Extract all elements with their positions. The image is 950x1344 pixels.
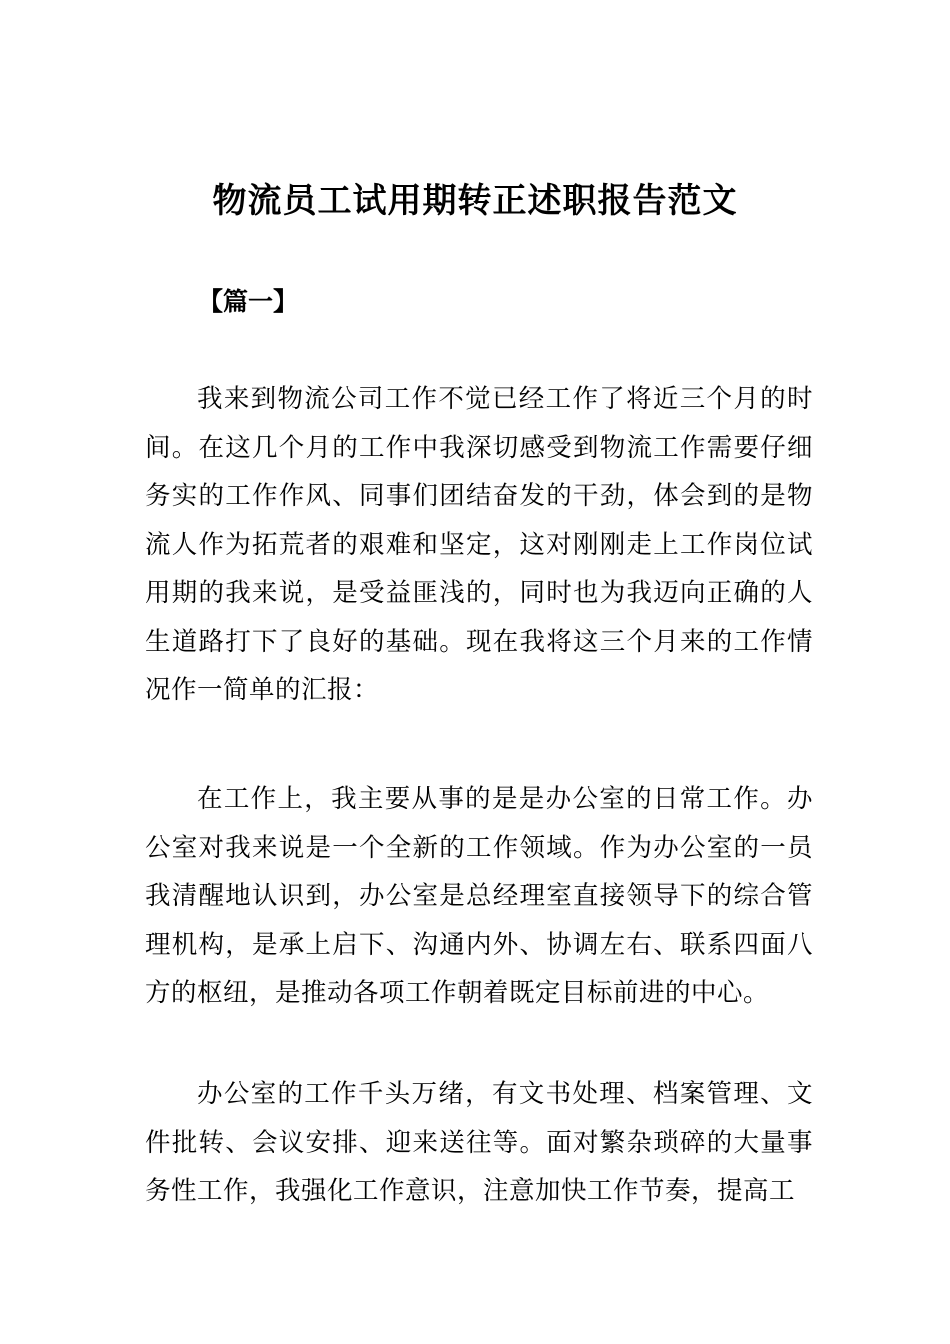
paragraph-2: 在工作上，我主要从事的是是办公室的日常工作。办公室对我来说是一个全新的工作领域。作为办公室的一员我清醒地认识到，办公室是总经理室直接领导下的综合管理机构，是承上启下、沟通内外、协调左右、联系四面八方的枢纽，是推动各项工作朝着既定目标前进的中心。 [145,784,813,1008]
paragraph-3: 办公室的工作千头万绪，有文书处理、档案管理、文件批转、会议安排、迎来送往等。面对繁杂琐碎的大量事务性工作，我强化工作意识，注意加快工作节奏，提高工 [145,1079,813,1206]
section-label: 【篇一】 [198,287,299,316]
document-title: 物流员工试用期转正述职报告范文 [212,181,738,221]
paragraph-1: 我来到物流公司工作不觉已经工作了将近三个月的时间。在这几个月的工作中我深切感受到物流工作需要仔细务实的工作作风、同事们团结奋发的干劲，体会到的是物流人作为拓荒者的艰难和坚定，这对刚刚走上工作岗位试用期的我来说，是受益匪浅的，同时也为我迈向正确的人生道路打下了良好的基础。现在我将这三个月来的工作情况作一简单的汇报： [145,384,813,705]
